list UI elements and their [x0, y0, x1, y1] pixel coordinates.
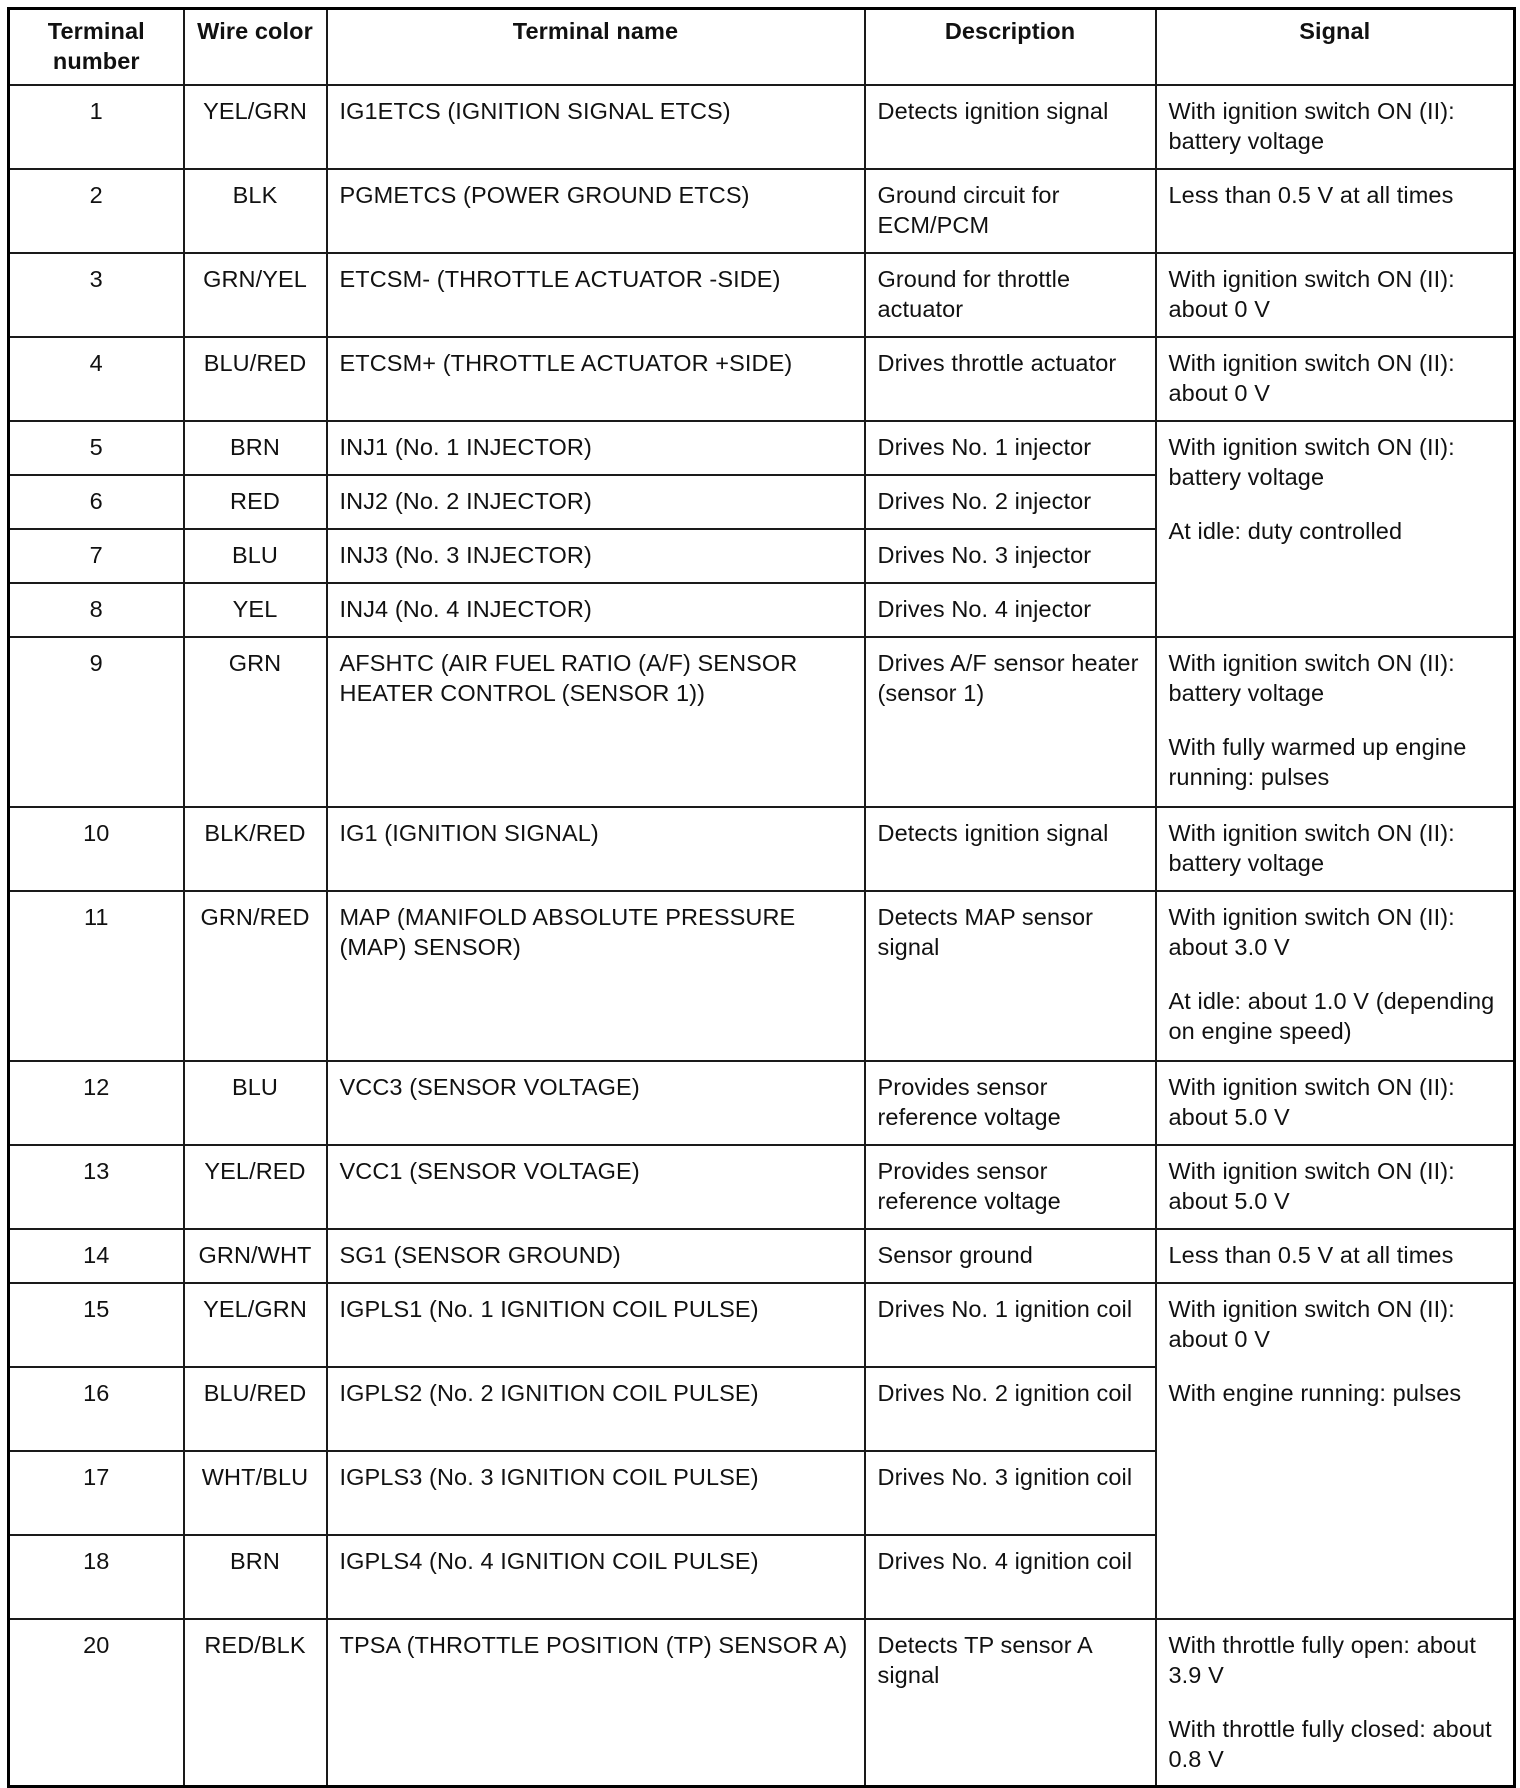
table-row: [9, 1061, 1515, 1145]
description: Detects ignition signal: [877, 97, 1109, 124]
wire-color: BLK: [232, 181, 278, 208]
table-row: [9, 169, 1515, 253]
signal: [1157, 338, 1514, 408]
terminal-number: 9: [89, 649, 103, 676]
signal-line: With ignition switch ON (II): about 5.0 V: [1168, 1157, 1455, 1214]
description: Drives A/F sensor heater (sensor 1): [877, 649, 1139, 706]
terminal-number: 16: [83, 1379, 110, 1406]
signal-line: With ignition switch ON (II): about 0 V: [1168, 349, 1455, 406]
table-row: [9, 421, 1515, 475]
wire-color: BLU: [231, 1073, 278, 1100]
terminal-number: 1: [89, 97, 103, 124]
table-row: [9, 337, 1515, 421]
terminal-number: 15: [83, 1295, 110, 1322]
signal-line: With ignition switch ON (II): about 0 V: [1168, 1295, 1455, 1352]
header-signal: Signal: [1156, 9, 1515, 85]
terminal-number: 20: [83, 1631, 110, 1658]
signal-line: At idle: duty controlled: [1168, 517, 1403, 544]
description: Drives No. 2 ignition coil: [877, 1379, 1133, 1406]
terminal-name: VCC1 (SENSOR VOLTAGE): [339, 1157, 640, 1184]
wire-color: BLU/RED: [203, 1379, 307, 1406]
signal-line: With ignition switch ON (II): battery voltage: [1168, 649, 1455, 706]
header-row: [9, 9, 1515, 85]
signal: [1157, 808, 1514, 878]
wire-color: RED: [230, 487, 280, 514]
signal-line: With ignition switch ON (II): about 0 V: [1168, 265, 1455, 322]
signal: [1157, 1230, 1514, 1270]
description: Drives No. 4 injector: [877, 595, 1092, 622]
signal-line: With ignition switch ON (II): battery voltage: [1168, 97, 1455, 154]
description: Ground for throttle actuator: [877, 265, 1071, 322]
wire-color: BLU/RED: [203, 349, 307, 376]
table-row: [9, 1145, 1515, 1229]
signal: [1157, 1284, 1514, 1408]
wire-color: WHT/BLU: [201, 1463, 309, 1490]
terminal-number: 14: [83, 1241, 110, 1268]
terminal-number: 11: [83, 903, 109, 930]
description: Detects MAP sensor signal: [877, 903, 1094, 960]
terminal-number: 18: [83, 1547, 110, 1574]
wire-color: YEL/RED: [204, 1157, 306, 1184]
terminal-number: 5: [89, 433, 103, 460]
table-row: [9, 1619, 1515, 1787]
terminal-number: 6: [89, 487, 103, 514]
signal-line: Less than 0.5 V at all times: [1168, 181, 1454, 208]
terminal-name: IGPLS1 (No. 1 IGNITION COIL PULSE): [339, 1295, 759, 1322]
wire-color: GRN/YEL: [203, 265, 307, 292]
terminal-name: IGPLS2 (No. 2 IGNITION COIL PULSE): [339, 1379, 759, 1406]
description: Drives No. 2 injector: [877, 487, 1092, 514]
signal-line: With engine running: pulses: [1168, 1379, 1462, 1406]
terminal-name: INJ4 (No. 4 INJECTOR): [339, 595, 592, 622]
signal-line: Less than 0.5 V at all times: [1168, 1241, 1454, 1268]
description: Drives No. 4 ignition coil: [877, 1547, 1133, 1574]
signal: [1157, 422, 1514, 546]
wire-color: YEL/GRN: [203, 1295, 307, 1322]
header-wire-color: Wire color: [184, 9, 327, 85]
terminal-name: PGMETCS (POWER GROUND ETCS): [339, 181, 750, 208]
signal: [1157, 1062, 1514, 1132]
terminal-name: AFSHTC (AIR FUEL RATIO (A/F) SENSOR HEATER CONTROL (SENSOR 1)): [339, 649, 798, 706]
terminal-number: 3: [89, 265, 103, 292]
terminal-name: INJ2 (No. 2 INJECTOR): [339, 487, 592, 514]
terminal-name: VCC3 (SENSOR VOLTAGE): [339, 1073, 640, 1100]
terminal-name: IGPLS3 (No. 3 IGNITION COIL PULSE): [339, 1463, 759, 1490]
terminal-number: 7: [89, 541, 103, 568]
table-row: [9, 637, 1515, 807]
signal: [1157, 638, 1514, 792]
description: Provides sensor reference voltage: [877, 1157, 1061, 1214]
description: Detects TP sensor A signal: [877, 1631, 1092, 1688]
wire-color: YEL: [232, 595, 278, 622]
terminal-name: INJ3 (No. 3 INJECTOR): [339, 541, 592, 568]
header-terminal-number: Terminal number: [9, 9, 184, 85]
description: Drives No. 3 injector: [877, 541, 1092, 568]
terminal-name: INJ1 (No. 1 INJECTOR): [339, 433, 592, 460]
description: Provides sensor reference voltage: [877, 1073, 1061, 1130]
signal-line: With ignition switch ON (II): battery voltage: [1168, 819, 1455, 876]
signal-line: With ignition switch ON (II): about 5.0 V: [1168, 1073, 1455, 1130]
description: Drives throttle actuator: [877, 349, 1117, 376]
signal-line: With ignition switch ON (II): about 3.0 V: [1168, 903, 1455, 960]
terminal-number: 13: [83, 1157, 110, 1184]
terminal-number: 12: [83, 1073, 110, 1100]
wire-color: RED/BLK: [204, 1631, 306, 1658]
wire-color: BLK/RED: [204, 819, 306, 846]
table-row: [9, 1229, 1515, 1283]
table-row: [9, 891, 1515, 1061]
terminal-name: IGPLS4 (No. 4 IGNITION COIL PULSE): [339, 1547, 759, 1574]
wire-color: GRN/RED: [200, 903, 310, 930]
signal: [1157, 1620, 1514, 1774]
signal-line: At idle: about 1.0 V (depending on engine speed): [1168, 987, 1495, 1044]
wire-color: BRN: [230, 433, 280, 460]
wire-color: GRN: [228, 649, 282, 676]
table-row: [9, 253, 1515, 337]
signal: [1157, 170, 1514, 210]
table-row: [9, 1283, 1515, 1367]
terminal-number: 8: [89, 595, 103, 622]
description: Drives No. 3 ignition coil: [877, 1463, 1133, 1490]
table-row: [9, 807, 1515, 891]
description: Sensor ground: [877, 1241, 1033, 1268]
terminal-name: IG1 (IGNITION SIGNAL): [339, 819, 599, 846]
description: Drives No. 1 injector: [877, 433, 1092, 460]
signal: [1157, 1146, 1514, 1216]
terminal-number: 2: [89, 181, 103, 208]
terminal-name: TPSA (THROTTLE POSITION (TP) SENSOR A): [339, 1631, 848, 1658]
signal: [1157, 254, 1514, 324]
signal-line: With fully warmed up engine running: pulses: [1168, 733, 1467, 790]
description: Ground circuit for ECM/PCM: [877, 181, 1060, 238]
wire-color: YEL/GRN: [203, 97, 307, 124]
signal-line: With throttle fully open: about 3.9 V: [1168, 1631, 1476, 1688]
terminal-name: MAP (MANIFOLD ABSOLUTE PRESSURE (MAP) SENSOR): [339, 903, 796, 960]
wire-color: BRN: [230, 1547, 280, 1574]
wire-color: GRN/WHT: [198, 1241, 312, 1268]
header-terminal-name: Terminal name: [327, 9, 865, 85]
terminal-table: [7, 7, 1516, 1788]
signal-line: With ignition switch ON (II): battery voltage: [1168, 433, 1455, 490]
terminal-name: ETCSM- (THROTTLE ACTUATOR -SIDE): [339, 265, 781, 292]
terminal-number: 4: [89, 349, 103, 376]
signal: [1157, 892, 1514, 1046]
header-description: Description: [865, 9, 1156, 85]
wire-color: BLU: [231, 541, 278, 568]
description: Detects ignition signal: [877, 819, 1109, 846]
description: Drives No. 1 ignition coil: [877, 1295, 1133, 1322]
terminal-name: IG1ETCS (IGNITION SIGNAL ETCS): [339, 97, 731, 124]
signal: [1157, 86, 1514, 156]
terminal-name: ETCSM+ (THROTTLE ACTUATOR +SIDE): [339, 349, 793, 376]
terminal-name: SG1 (SENSOR GROUND): [339, 1241, 621, 1268]
table-wrapper: [7, 7, 1516, 1788]
table-row: [9, 85, 1515, 169]
signal-line: With throttle fully closed: about 0.8 V: [1168, 1715, 1492, 1772]
terminal-number: 17: [83, 1463, 110, 1490]
terminal-number: 10: [83, 819, 110, 846]
